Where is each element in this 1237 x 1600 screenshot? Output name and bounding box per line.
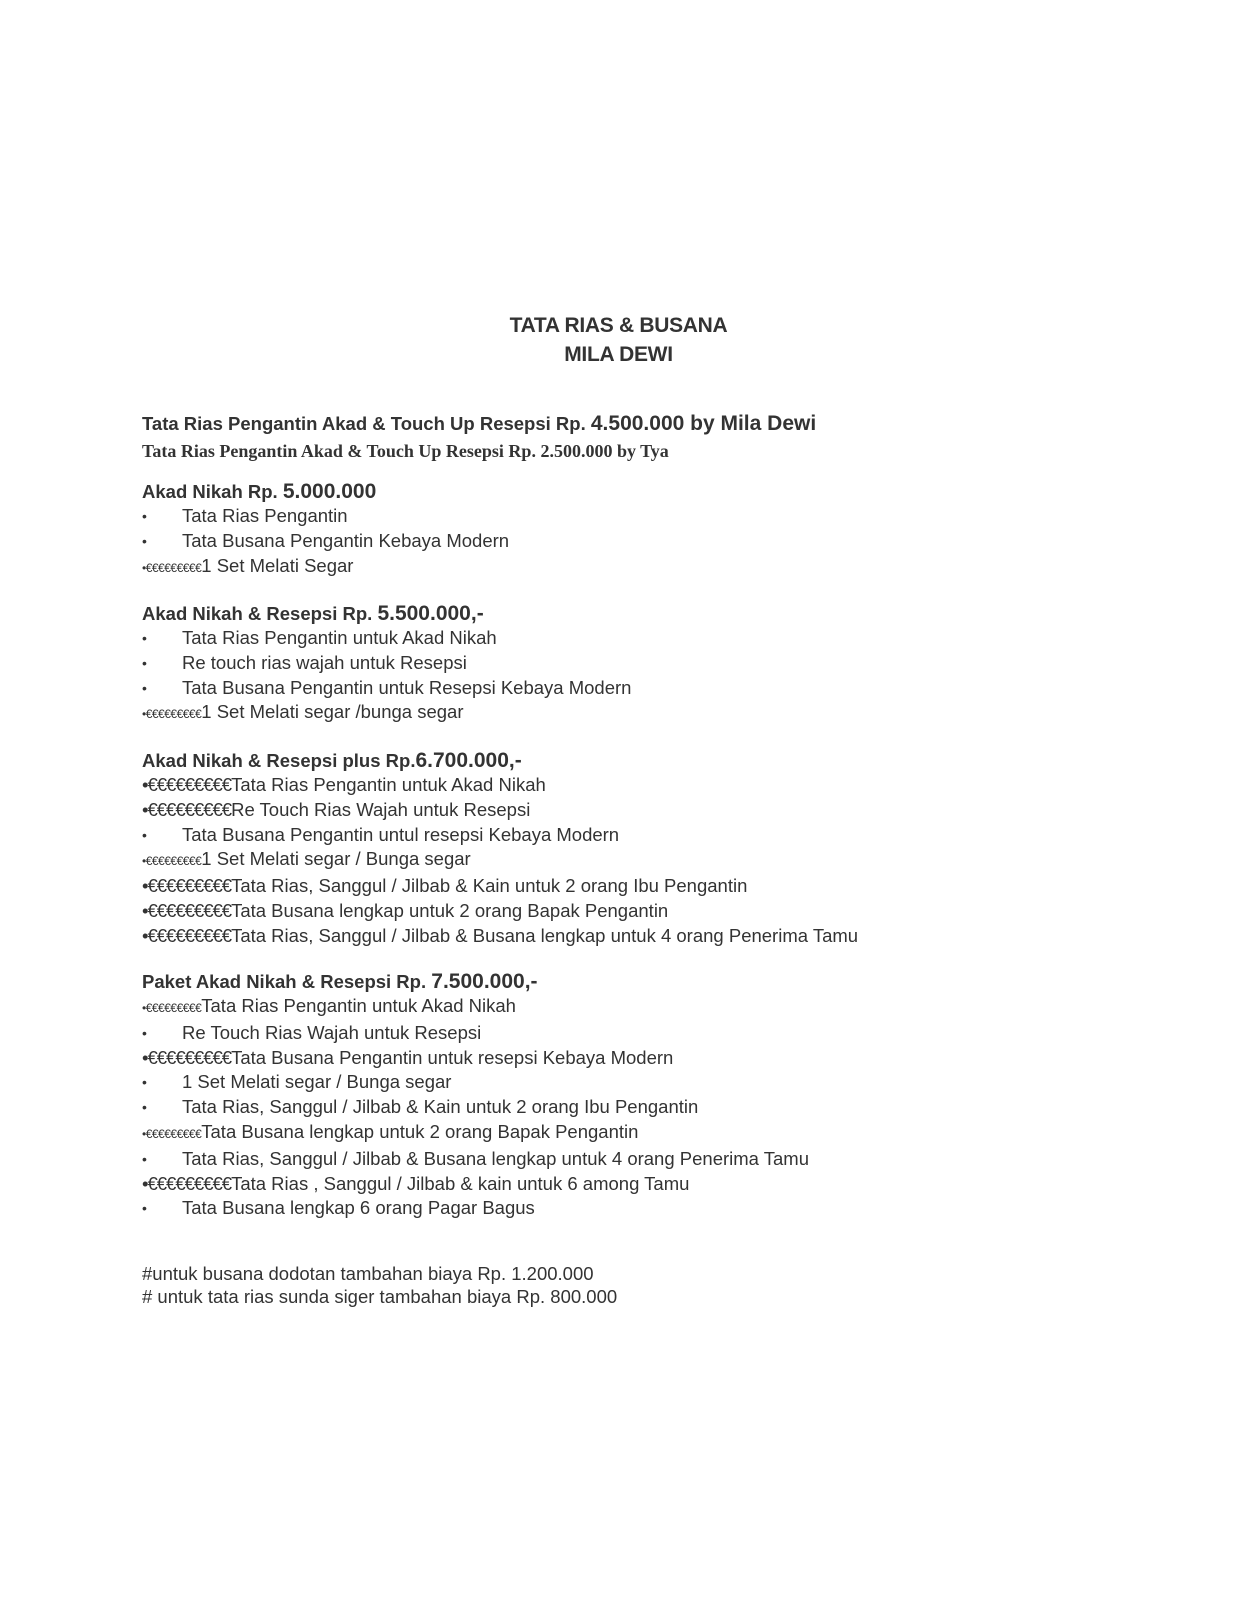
- list-item: [142, 554, 509, 581]
- item-text: Tata Busana Pengantin Kebaya Modern: [182, 529, 510, 551]
- list-item: [142, 1095, 809, 1120]
- item-text: 1 Set Melati segar /bunga segar: [201, 701, 464, 723]
- package-name: Akad Nikah & Resepsi Rp.: [142, 603, 373, 624]
- bullet-icon: •: [142, 1024, 147, 1041]
- list-item: [142, 504, 509, 529]
- item-text: Tata Rias, Sanggul / Jilbab & Kain untuk 2 orang Ibu Pengantin: [182, 1096, 699, 1118]
- item-text: Tata Busana lengkap untuk 2 orang Bapak Pengantin: [201, 1120, 639, 1142]
- package-name: Paket Akad Nikah & Resepsi Rp.: [142, 971, 427, 992]
- list-item: [142, 823, 858, 848]
- bullet-icon: •: [142, 1150, 147, 1167]
- package-paket-akad-resepsi: [142, 969, 809, 1221]
- item-text: Tata Rias, Sanggul / Jilbab & Kain untuk 2 orang Ibu Pengantin: [231, 875, 748, 897]
- item-text: Tata Rias Pengantin untuk Akad Nikah: [231, 774, 546, 795]
- item-text: 1 Set Melati segar / Bunga segar: [201, 848, 471, 870]
- package-price: 7.500.000,-: [431, 970, 538, 993]
- package-akad-resepsi: [142, 601, 631, 727]
- package-price: 5.500.000,-: [377, 602, 484, 625]
- list-item: [142, 798, 858, 823]
- item-text: 1 Set Melati segar / Bunga segar: [182, 1071, 452, 1093]
- package-akad-nikah: [142, 479, 509, 580]
- bullet-icon: •: [142, 630, 147, 646]
- list-item: [142, 899, 858, 924]
- list-item: [142, 529, 509, 554]
- list-item: [142, 676, 631, 701]
- item-text: 1 Set Melati Segar: [201, 554, 354, 576]
- euro-bullet-glyphs: •€€€€€€€€€: [142, 707, 202, 722]
- package-price: 5.000.000: [282, 480, 377, 503]
- bullet-icon: •: [142, 508, 147, 524]
- pricing-line-tya: Tata Rias Pengantin Akad & Touch Up Resepsi Rp. 2.500.000 by Tya: [142, 441, 669, 461]
- list-item: [142, 874, 858, 899]
- bullet-icon: •: [142, 1074, 147, 1091]
- item-text: Tata Busana Pengantin untul resepsi Kebaya Modern: [182, 823, 620, 845]
- list-item: [142, 1120, 809, 1147]
- euro-bullet-glyphs: •€€€€€€€€€: [142, 1172, 232, 1194]
- package-title: [142, 969, 809, 994]
- package-title: [142, 601, 631, 626]
- bullet-icon: •: [142, 532, 147, 549]
- list-item: [142, 1172, 809, 1197]
- euro-bullet-glyphs: •€€€€€€€€€: [142, 798, 232, 820]
- package-title: [142, 748, 858, 773]
- package-name: Akad Nikah & Resepsi plus Rp.: [142, 750, 416, 771]
- list-item: [142, 773, 858, 798]
- list-item: [142, 847, 858, 874]
- pricing-line-mila-dewi: [142, 412, 816, 436]
- document-title: [0, 311, 1237, 369]
- bullet-icon: •: [142, 826, 147, 843]
- note-dodotan: #untuk busana dodotan tambahan biaya Rp. 1.200.000: [142, 1263, 594, 1284]
- bullet-icon: •: [142, 679, 147, 696]
- notes: [142, 1262, 617, 1308]
- package-name: Akad Nikah Rp.: [142, 481, 278, 502]
- euro-bullet-glyphs: •€€€€€€€€€: [142, 924, 232, 946]
- item-text: Tata Busana lengkap untuk 2 orang Bapak Pengantin: [231, 899, 669, 921]
- list-item: [142, 1021, 809, 1046]
- euro-bullet-glyphs: •€€€€€€€€€: [142, 854, 202, 869]
- list-item: [142, 994, 809, 1021]
- list-item: [142, 924, 858, 949]
- pricing-amount: 4.500.000 by Mila Dewi: [590, 412, 817, 435]
- item-text: Re touch rias wajah untuk Resepsi: [182, 651, 467, 673]
- list-item: [142, 700, 631, 727]
- title-line-1: TATA RIAS & BUSANA: [509, 314, 728, 337]
- euro-bullet-glyphs: •€€€€€€€€€: [142, 774, 232, 795]
- item-text: Tata Busana Pengantin untuk resepsi Kebaya Modern: [231, 1046, 674, 1068]
- euro-bullet-glyphs: •€€€€€€€€€: [142, 1001, 202, 1015]
- euro-bullet-glyphs: •€€€€€€€€€: [142, 875, 232, 897]
- euro-bullet-glyphs: •€€€€€€€€€: [142, 1046, 232, 1068]
- item-text: Tata Rias , Sanggul / Jilbab & kain untuk 6 among Tamu: [231, 1172, 690, 1194]
- package-price: 6.700.000,-: [415, 749, 522, 772]
- package-title: [142, 479, 509, 504]
- item-text: Tata Rias, Sanggul / Jilbab & Busana lengkap untuk 4 orang Penerima Tamu: [231, 924, 859, 946]
- package-akad-resepsi-plus: [142, 748, 858, 949]
- item-text: Re Touch Rias Wajah untuk Resepsi: [182, 1021, 482, 1043]
- bullet-icon: •: [142, 1099, 147, 1116]
- list-item: [142, 1196, 809, 1221]
- item-text: Tata Busana lengkap 6 orang Pagar Bagus: [182, 1197, 535, 1219]
- euro-bullet-glyphs: •€€€€€€€€€: [142, 560, 202, 575]
- bullet-icon: •: [142, 1200, 147, 1217]
- list-item: [142, 1147, 809, 1172]
- bullet-icon: •: [142, 654, 147, 671]
- item-text: Tata Busana Pengantin untuk Resepsi Kebaya Modern: [182, 676, 632, 698]
- title-line-2: MILA DEWI: [564, 343, 673, 366]
- euro-bullet-glyphs: •€€€€€€€€€: [142, 899, 232, 921]
- note-sunda-siger: # untuk tata rias sunda siger tambahan biaya Rp. 800.000: [142, 1286, 618, 1307]
- item-text: Tata Rias, Sanggul / Jilbab & Busana lengkap untuk 4 orang Penerima Tamu: [182, 1147, 809, 1169]
- list-item: [142, 626, 631, 651]
- list-item: [142, 1046, 809, 1071]
- pricing-label: Tata Rias Pengantin Akad & Touch Up Resepsi Rp.: [142, 413, 586, 434]
- euro-bullet-glyphs: •€€€€€€€€€: [142, 1126, 202, 1141]
- item-text: Tata Rias Pengantin untuk Akad Nikah: [201, 995, 516, 1016]
- item-text: Re Touch Rias Wajah untuk Resepsi: [231, 798, 531, 820]
- list-item: [142, 1070, 809, 1095]
- item-text: Tata Rias Pengantin untuk Akad Nikah: [182, 627, 497, 648]
- list-item: [142, 651, 631, 676]
- item-text: Tata Rias Pengantin: [182, 505, 348, 526]
